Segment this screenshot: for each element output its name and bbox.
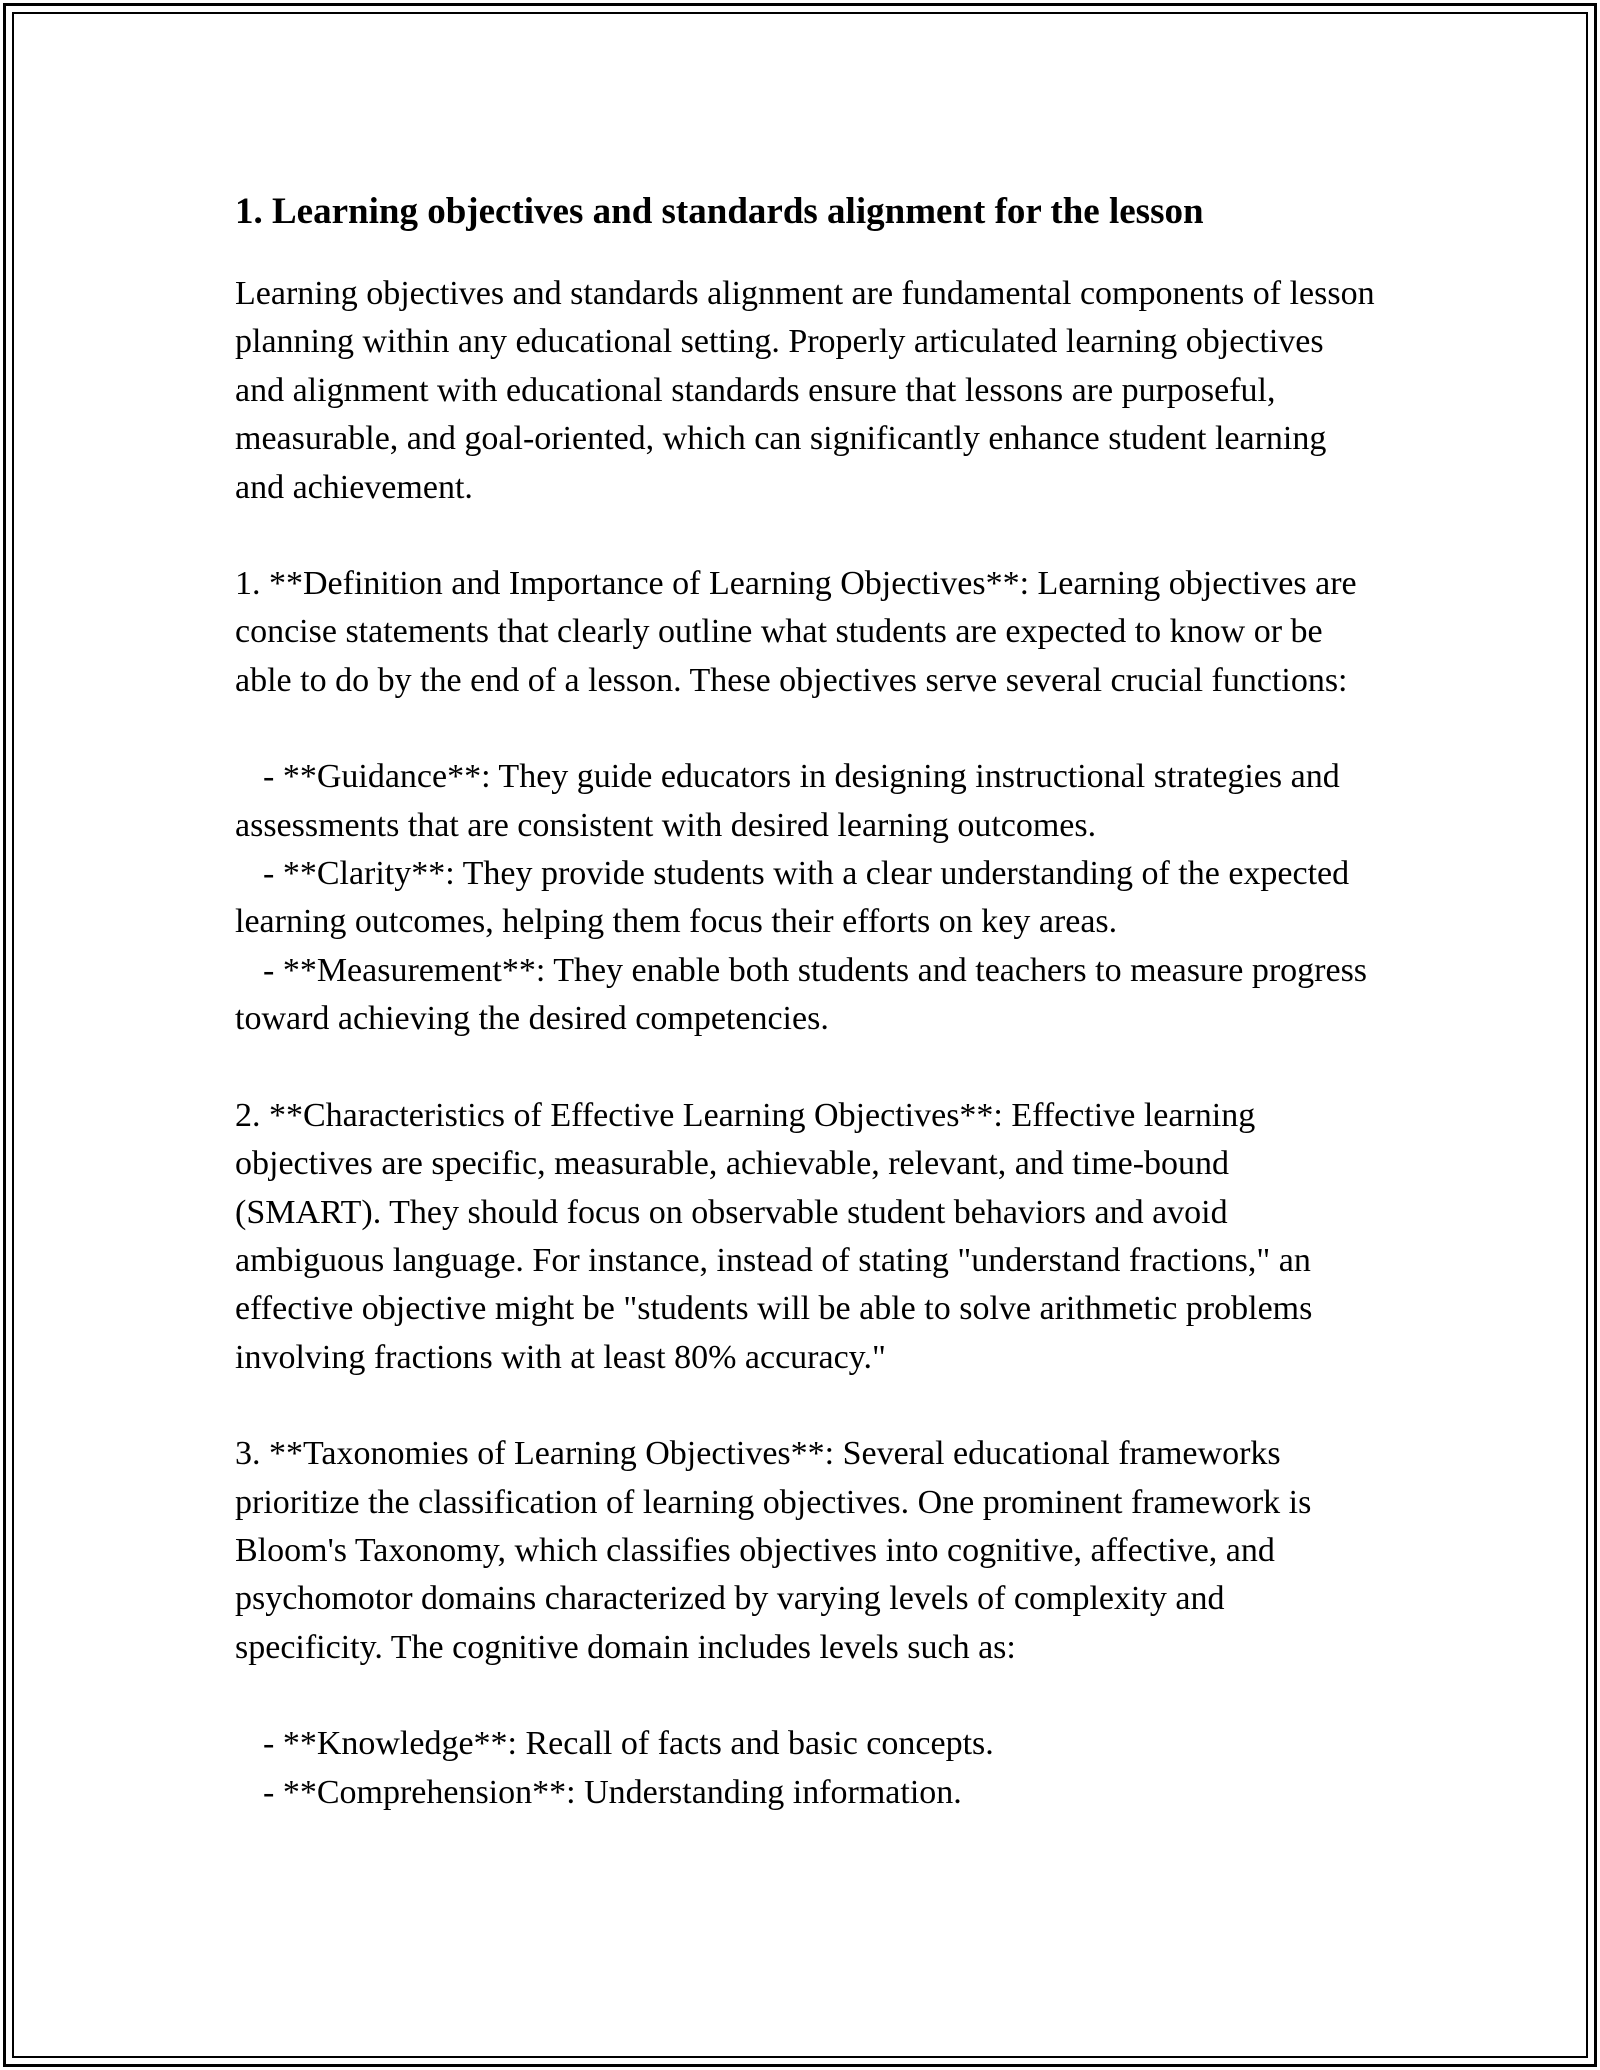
document-body (235, 186, 1375, 1865)
characteristics-paragraph: 2. **Characteristics of Effective Learning Objectives**: Effective learning objectives are specific, measurable, achievable, relevant, and time-bound (SMART). They should focus on observable student behaviors and avoid ambiguous language. For instance, instead of stating "understand fractions," an effective objective might be "students will be able to solve arithmetic problems involving fractions with at least 80% accuracy." (235, 1096, 1313, 1376)
taxonomies-paragraph: 3. **Taxonomies of Learning Objectives**: Several educational frameworks prioritize the classification of learning objectives. One prominent framework is Bloom's Taxonomy, which classifies objectives into cognitive, affective, and psychomotor domains characterized by varying levels of complexity and specificity. The cognitive domain includes levels such as: (235, 1435, 1312, 1666)
intro-paragraph: Learning objectives and standards alignment are fundamental components of lesson planning within any educational setting. Properly articulated learning objectives and alignment with educational standards ensure that lessons are purposeful, measurable, and goal-oriented, which can significantly enhance student learning and achievement. (235, 275, 1375, 506)
section-heading: 1. Learning objectives and standards alignment for the lesson (235, 191, 1204, 232)
list-item-measurement: - **Measurement**: They enable both students and teachers to measure progress toward achieving the desired competencies. (235, 951, 1368, 1038)
functions-list (235, 753, 1375, 1043)
list-item-clarity: - **Clarity**: They provide students with a clear understanding of the expected learning outcomes, helping them focus their efforts on key areas. (235, 855, 1350, 941)
list-item-comprehension: - **Comprehension**: Understanding information. (263, 1773, 962, 1811)
list-item-guidance: - **Guidance**: They guide educators in designing instructional strategies and assessments that are consistent with desired learning outcomes. (235, 758, 1340, 844)
definition-paragraph: 1. **Definition and Importance of Learning Objectives**: Learning objectives are concise statements that clearly outline what students are expected to know or be able to do by the end of a lesson. These objectives serve several crucial functions: (235, 565, 1357, 699)
cognitive-levels-list (235, 1720, 1375, 1817)
list-item-knowledge: - **Knowledge**: Recall of facts and basic concepts. (263, 1725, 994, 1763)
